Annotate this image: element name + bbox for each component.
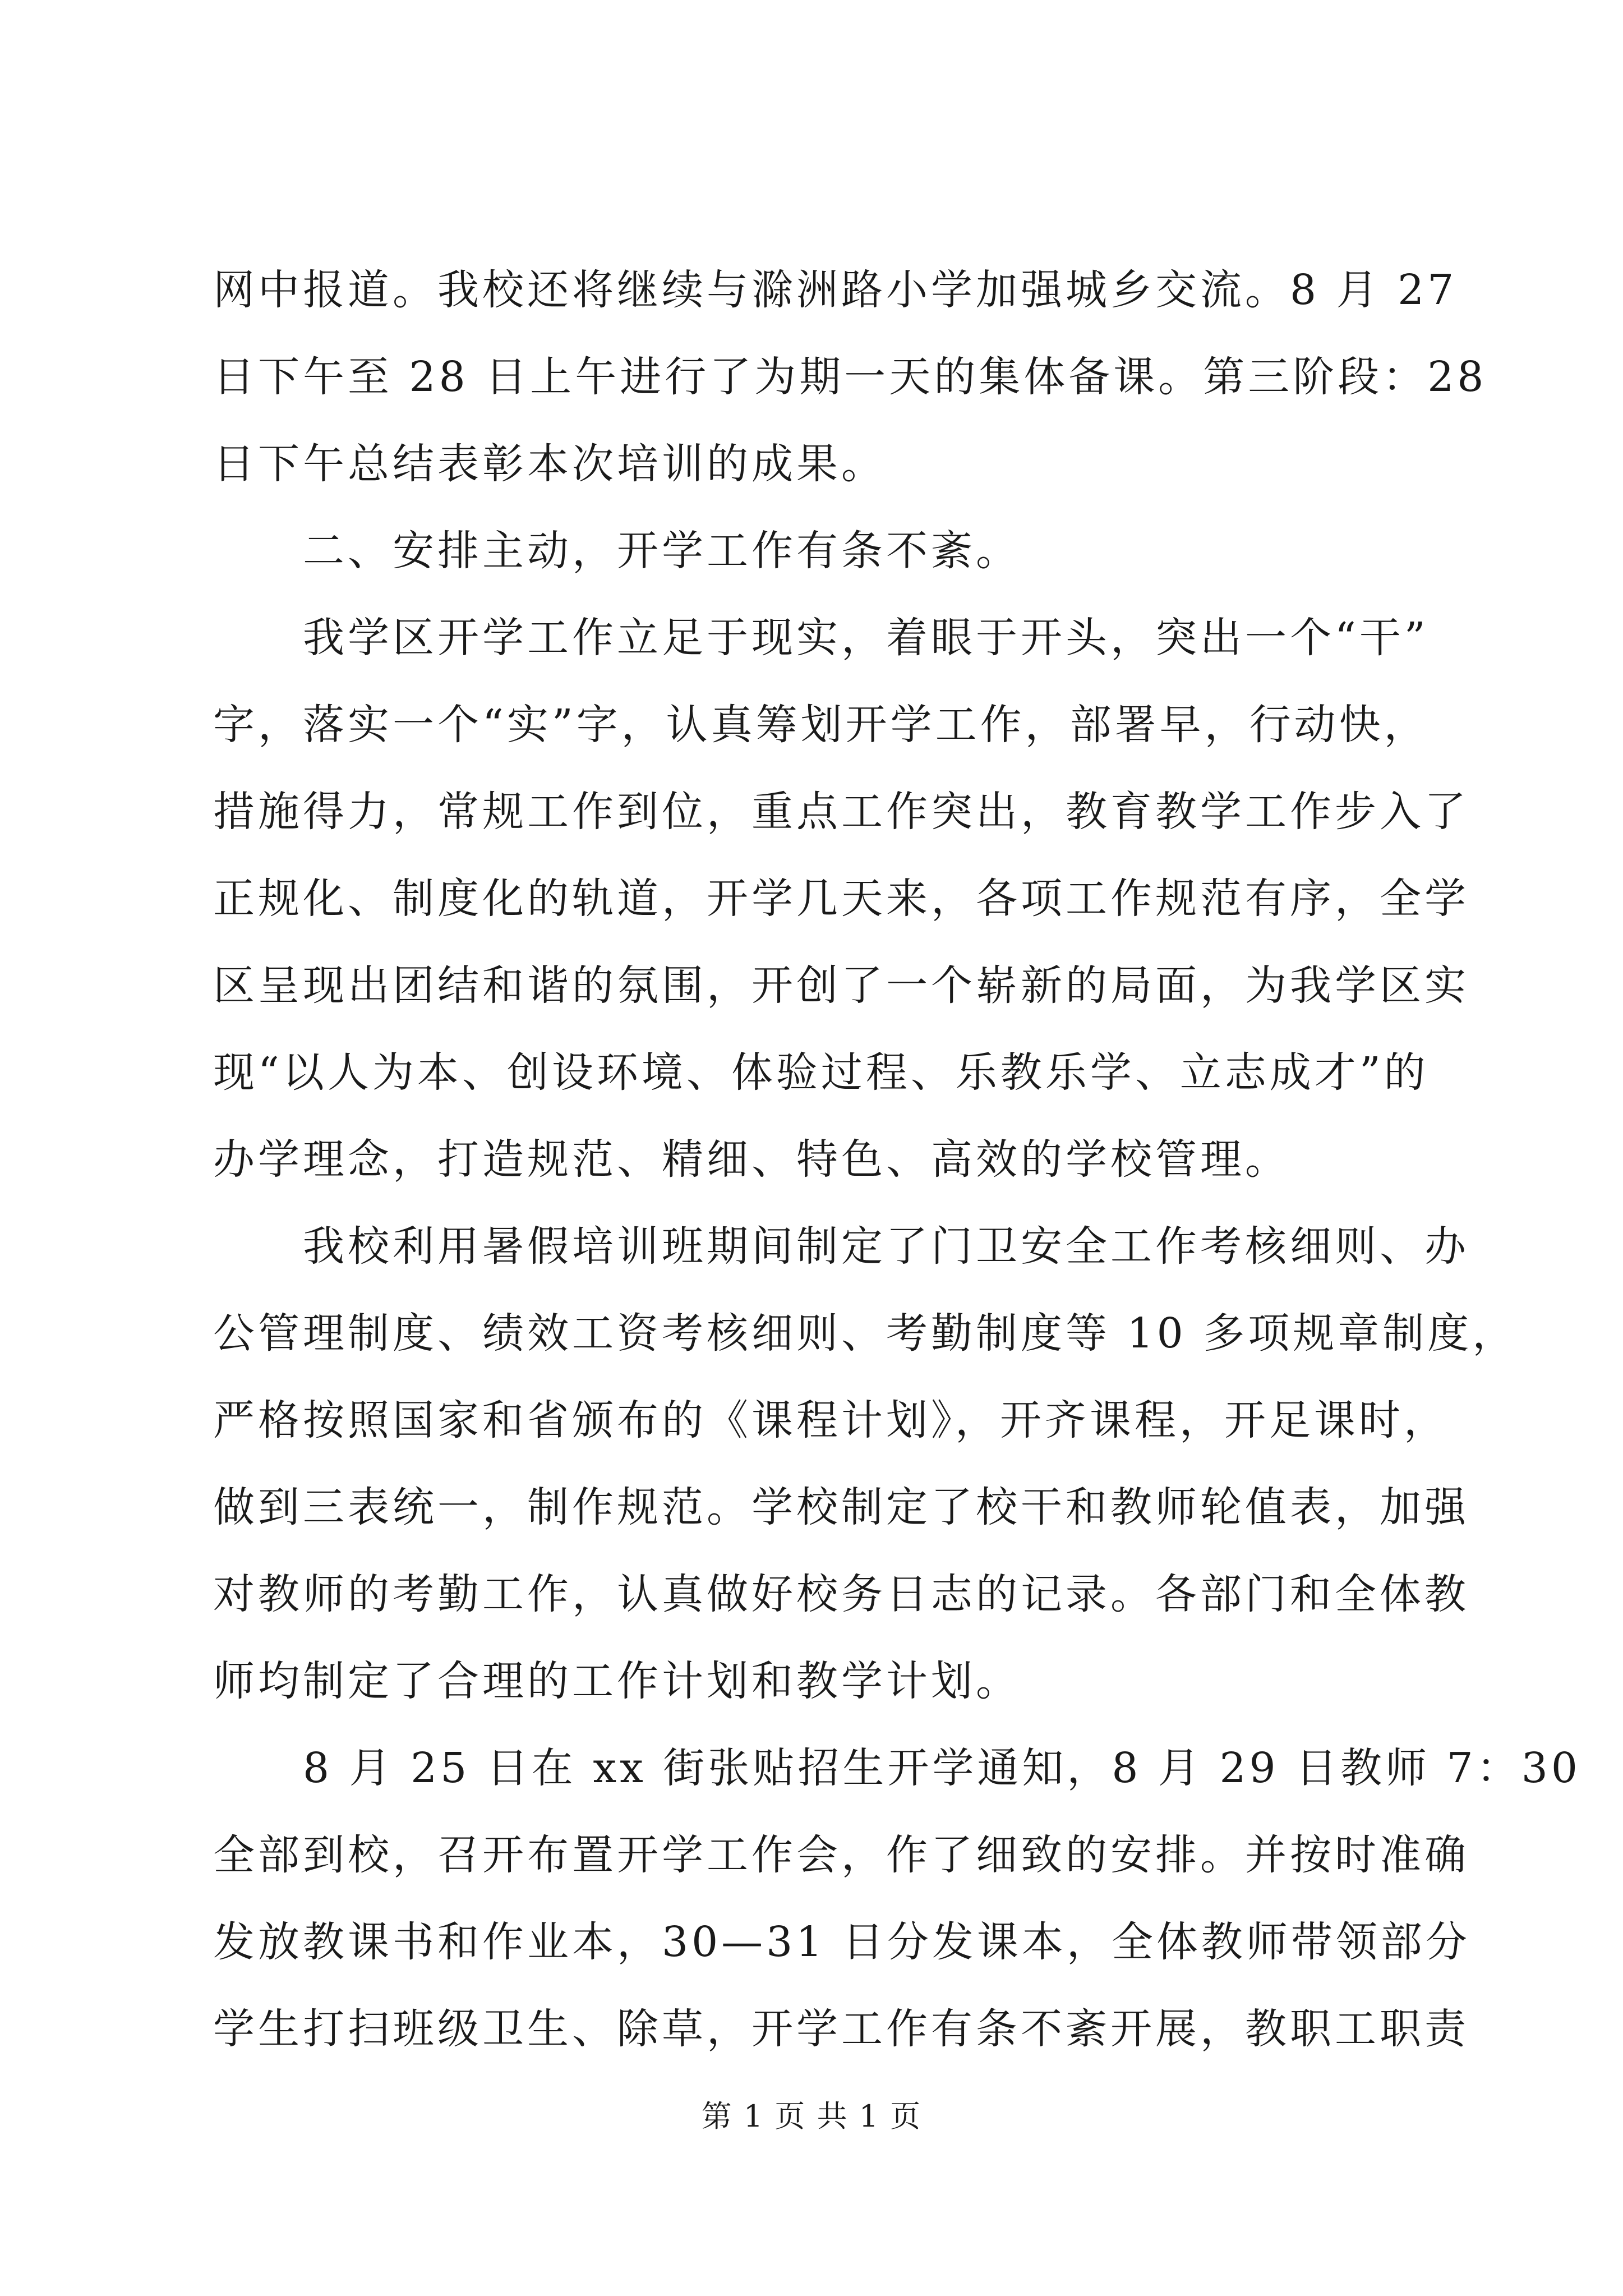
text-line: 日下午总结表彰本次培训的成果。 [213, 440, 886, 488]
text-line: 发放教课书和作业本，30—31 日分发课本，全体教师带领部分 [213, 1918, 1470, 1966]
text-line: 区呈现出团结和谐的氛围，开创了一个崭新的局面，为我学区实 [213, 961, 1469, 1010]
text-line: 正规化、制度化的轨道，开学几天来，各项工作规范有序，全学 [213, 875, 1469, 923]
text-line: 对教师的考勤工作，认真做好校务日志的记录。各部门和全体教 [213, 1570, 1469, 1618]
text-line: 严格按照国家和省颁布的《课程计划》，开齐课程，开足课时， [213, 1396, 1449, 1444]
document-body [213, 247, 1581, 2073]
text-line: 现“以人为本、创设环境、体验过程、乐教乐学、立志成才”的 [213, 1048, 1429, 1097]
text-line: 公管理制度、绩效工资考核细则、考勤制度等 10 多项规章制度， [213, 1309, 1518, 1358]
text-line: 做到三表统一，制作规范。学校制定了校干和教师轮值表，加强 [213, 1483, 1469, 1531]
text-line: 师均制定了合理的工作计划和教学计划。 [213, 1657, 1021, 1705]
page-footer [0, 2092, 1623, 2136]
text-line: 我学区开学工作立足于现实，着眼于开头，突出一个“干” [303, 614, 1429, 662]
text-line: 网中报道。我校还将继续与滁洲路小学加强城乡交流。8 月 27 [213, 266, 1458, 314]
text-line: 办学理念，打造规范、精细、特色、高效的学校管理。 [213, 1135, 1290, 1184]
text-line: 措施得力，常规工作到位，重点工作突出，教育教学工作步入了 [213, 788, 1469, 836]
text-line: 日下午至 28 日上午进行了为期一天的集体备课。第三阶段：28 [213, 353, 1487, 401]
section-heading: 二、安排主动，开学工作有条不紊。 [303, 527, 1021, 575]
text-line: 学生打扫班级卫生、除草，开学工作有条不紊开展，教职工职责 [213, 2005, 1469, 2053]
text-line: 字，落实一个“实”字，认真筹划开学工作，部署早，行动快， [213, 701, 1429, 749]
page-indicator: 第 1 页 共 1 页 [701, 2099, 922, 2134]
text-line: 8 月 25 日在 xx 街张贴招生开学通知，8 月 29 日教师 7：30 [303, 1744, 1581, 1792]
text-line: 我校利用暑假培训班期间制定了门卫安全工作考核细则、办 [303, 1222, 1469, 1271]
text-line: 全部到校，召开布置开学工作会，作了细致的安排。并按时准确 [213, 1831, 1469, 1879]
